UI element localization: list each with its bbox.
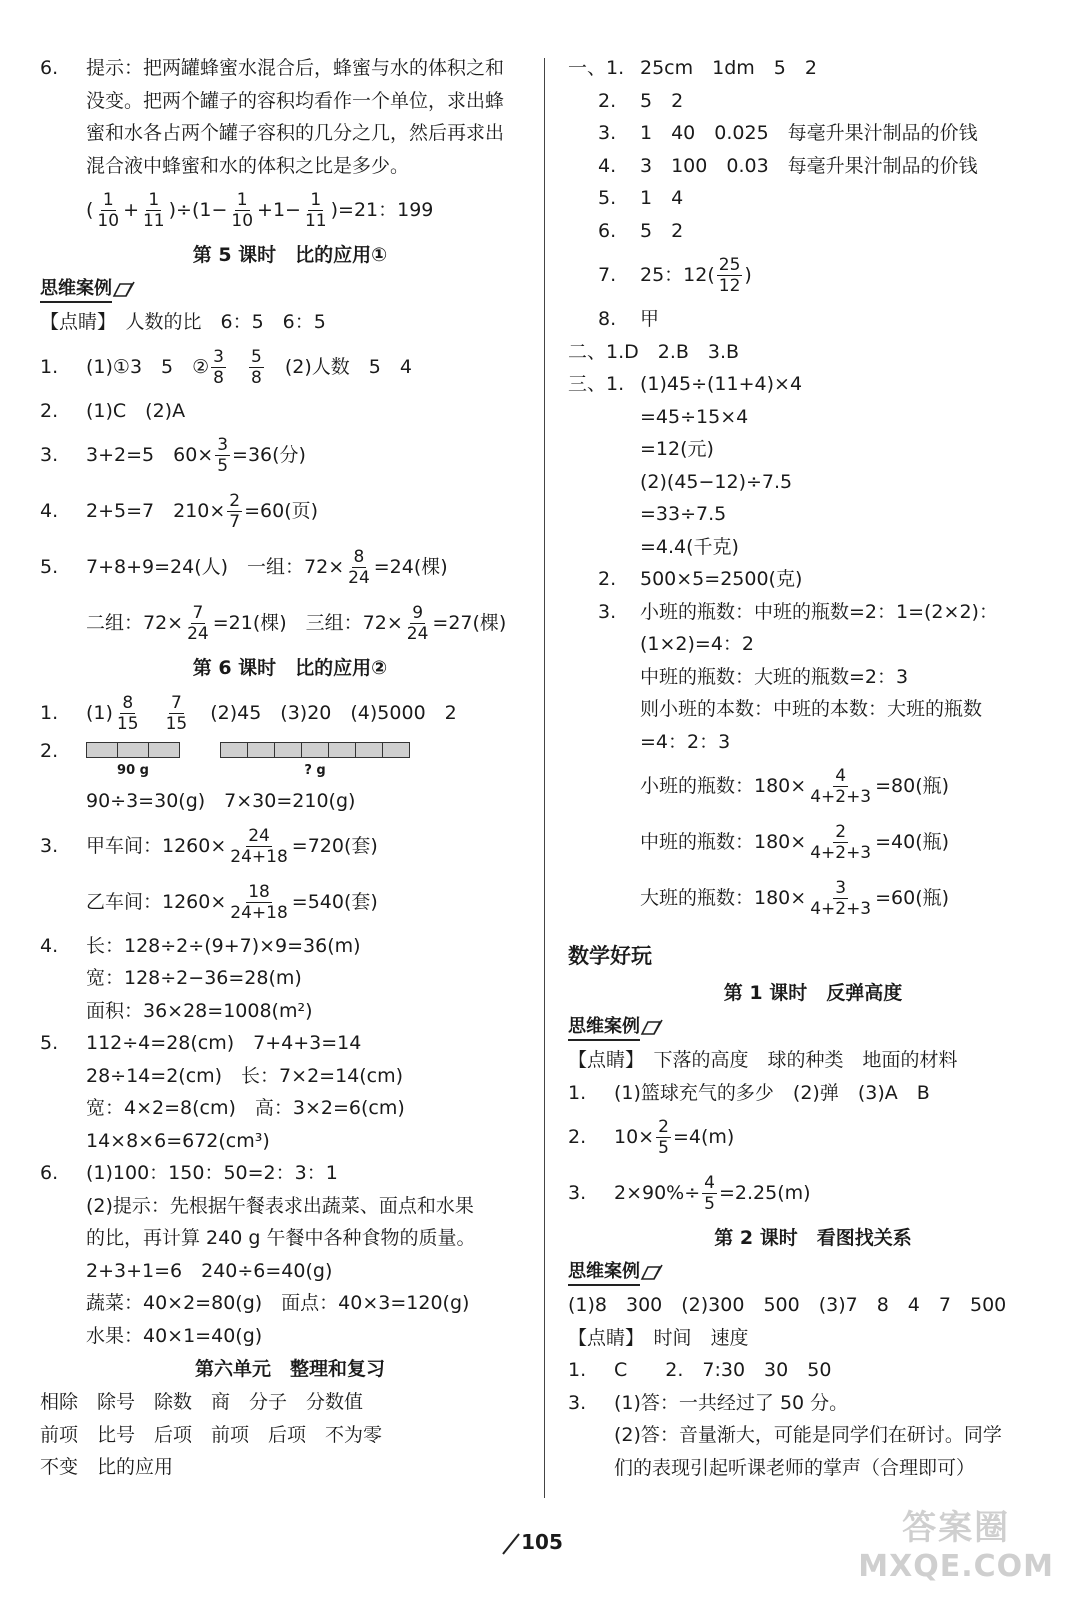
answer-row [40, 1157, 540, 1190]
answer-number: 3. [568, 1182, 587, 1204]
answer-text: 3+2=5 60× [86, 444, 214, 466]
answer-row [568, 182, 1058, 215]
answer-text: 长：128÷2÷(9+7)×9=36(m) [86, 934, 361, 957]
segment-bar-large [220, 741, 410, 781]
bar-label: ? g [304, 763, 326, 778]
answer-text: 5 2 [640, 219, 684, 242]
answer-row [568, 1077, 1058, 1110]
denominator: 24 [187, 624, 209, 644]
answer-text: 5 2 [640, 89, 684, 112]
answer-row [568, 596, 1058, 629]
q6-hint-line: 提示：把两罐蜂蜜水混合后，蜂蜜与水的体积之和 [86, 57, 505, 79]
answer-text: C 2. 7:30 30 50 [614, 1359, 832, 1381]
numerator: 3 [217, 435, 229, 455]
answer-row [568, 117, 1058, 150]
numerator: 8 [122, 693, 134, 713]
watermark [858, 1500, 1054, 1584]
section-title: 数学好玩 [568, 944, 652, 968]
denominator: 24 [406, 624, 429, 644]
numerator: 5 [251, 346, 262, 367]
fraction [141, 190, 167, 231]
answer-text: 112÷4=28(cm) 7+4+3=14 [86, 1032, 362, 1054]
answer-number: 2. [568, 1126, 587, 1148]
answer-text: ) [744, 264, 752, 286]
numerator: 1 [148, 190, 160, 210]
denominator: 10 [97, 211, 120, 231]
right-column [568, 52, 1058, 1484]
numerator: 1 [102, 190, 114, 210]
answer-text: 甲 [640, 308, 660, 330]
answer-number: 3. [568, 1391, 587, 1414]
thinking-case-header [568, 1010, 1058, 1044]
answer-row [40, 595, 540, 651]
fraction [702, 1173, 717, 1214]
thinking-case-header [568, 1255, 1058, 1289]
answer-text: (1)8 300 (2)300 500 (3)7 8 4 7 500 [568, 1294, 1007, 1316]
denominator: 4+2+3 [810, 787, 872, 807]
eq-text: )=21：199 [330, 199, 434, 221]
answer-row [40, 874, 540, 930]
answer-row [568, 303, 1058, 336]
answer-text: 小班的瓶数：中班的瓶数=2：1=(2×2)： [640, 600, 998, 623]
numerator: 24 [248, 825, 270, 846]
answer-number: 2. [598, 89, 617, 112]
numerator: 1 [236, 190, 248, 210]
answer-text: =33÷7.5 [640, 503, 727, 525]
numerator: 8 [353, 547, 365, 567]
answer-text: 的比，再计算 240 g 午餐中各种食物的质量。 [86, 1227, 476, 1249]
answer-number: 2. [40, 740, 59, 762]
answer-text: 宽：128÷2−36=28(m) [86, 967, 302, 989]
answer-number: 1. [40, 355, 59, 378]
answer-text: (1)①3 5 ② [86, 355, 210, 378]
answer-text: 们的表现引起听课老师的掌声（合理即可） [614, 1456, 976, 1479]
eq-text: ( [86, 199, 94, 221]
fraction [303, 190, 329, 231]
fraction [808, 822, 873, 863]
answer-text: (1) [86, 702, 113, 724]
watermark-line: 答案圈 [902, 1508, 1011, 1548]
answer-number: 1. [568, 1081, 587, 1104]
pen-icon [501, 1532, 521, 1556]
answer-text: 25cm 1dm 5 2 [640, 57, 817, 79]
answer-text: 2+3+1=6 240÷6=40(g) [86, 1259, 333, 1282]
answer-text: (2)45 (3)20 (4)5000 2 [191, 702, 457, 724]
answer-text: 不变 比的应用 [40, 1456, 174, 1478]
answer-text: =24(棵) [373, 556, 448, 578]
answer-text: =60(瓶) [875, 887, 950, 909]
answer-row [568, 52, 1058, 85]
denominator: 4+2+3 [810, 899, 872, 919]
answer-text: (1)篮球充气的多少 (2)弹 (3)A B [614, 1081, 930, 1104]
denominator: 8 [213, 367, 224, 388]
answer-text: =540(套) [291, 890, 378, 913]
answer-text: (1×2)=4：2 [640, 633, 755, 655]
numerator: 2 [229, 491, 241, 511]
answer-row [568, 150, 1058, 183]
answer-row [568, 215, 1058, 248]
answer-number: 2. [598, 568, 617, 590]
answer-text: 14×8×6=672(cm³) [86, 1129, 270, 1152]
answer-text: 中班的瓶数：180× [640, 831, 807, 853]
book-pen-icon [112, 278, 136, 300]
answer-number: 4. [40, 500, 59, 522]
answer-text: (2)人数 5 4 [265, 355, 412, 378]
answer-text: =720(套) [291, 834, 378, 857]
fraction [211, 347, 226, 388]
answer-row [40, 818, 540, 874]
fraction [95, 190, 121, 231]
fraction [215, 435, 230, 476]
eq-text: +1− [257, 199, 301, 221]
answer-number: 3. [40, 834, 59, 857]
fraction [717, 255, 743, 296]
answer-text: 二组：72× [86, 612, 184, 634]
answer-row [40, 1027, 540, 1060]
answer-row [40, 741, 540, 785]
answer-number: 3. [40, 444, 59, 466]
answer-row [40, 339, 540, 395]
answer-row [40, 930, 540, 963]
q6-hint-line: 混合液中蜂蜜和水的体积之比是多少。 [86, 154, 410, 177]
denominator: 15 [116, 714, 139, 734]
answer-text: 大班的瓶数：180× [640, 887, 807, 909]
answer-number: 5. [598, 187, 617, 209]
answer-number: 一、1. [568, 57, 625, 79]
fraction [808, 766, 873, 807]
answer-text: (1)答：一共经过了 50 分。 [614, 1391, 849, 1414]
numerator: 4 [835, 766, 847, 786]
fraction [164, 693, 190, 734]
answer-text: (1)45÷(11+4)×4 [640, 373, 803, 395]
answer-text: 2×90%÷ [614, 1182, 701, 1204]
answer-row [568, 85, 1058, 118]
case-label: 思维案例 [568, 1260, 640, 1286]
answer-text: 10× [614, 1126, 655, 1148]
denominator: 15 [165, 714, 188, 734]
denominator: 24+18 [230, 902, 288, 923]
numerator: 4 [704, 1173, 715, 1193]
fraction [808, 878, 873, 919]
denominator: 11 [304, 211, 327, 231]
answer-text: =27(棵) [432, 612, 507, 634]
answer-row [40, 395, 540, 428]
left-column [40, 52, 540, 1484]
fraction [346, 547, 372, 588]
answer-row [568, 1109, 1058, 1165]
denominator: 5 [658, 1138, 669, 1158]
answer-text: 1 4 [640, 187, 684, 209]
key-point: 【点睛】 人数的比 6：5 6：5 [40, 311, 326, 333]
answer-text: 25：12( [640, 264, 715, 286]
answer-text: 500×5=2500(克) [640, 568, 803, 590]
answer-text: 28÷14=2(cm) 长：7×2=14(cm) [86, 1064, 404, 1087]
answer-number: 3. [598, 600, 617, 623]
fraction [405, 603, 431, 644]
thinking-case-header [40, 272, 540, 306]
fraction [185, 603, 211, 644]
answer-text: 则小班的本数：中班的本数：大班的瓶数 [640, 698, 983, 720]
answer-number: 6. [598, 219, 617, 242]
fraction [656, 1117, 671, 1158]
book-pen-icon [640, 1261, 664, 1283]
column-divider [544, 58, 545, 1498]
answer-row [568, 814, 1058, 870]
answer-number: 2. [40, 399, 59, 422]
answer-number: 5. [40, 1032, 59, 1054]
answer-number: 3. [598, 122, 617, 144]
answer-text: =60(页) [244, 500, 319, 522]
book-pen-icon [640, 1016, 664, 1038]
numerator: 18 [248, 881, 270, 902]
numerator: 2 [658, 1117, 669, 1137]
answer-row [40, 483, 540, 539]
q6-equation [40, 182, 540, 238]
answer-row [568, 1165, 1058, 1221]
answer-text: 小班的瓶数：180× [640, 775, 807, 797]
answer-row [568, 247, 1058, 303]
answer-text: 面积：36×28=1008(m²) [86, 999, 313, 1022]
answer-text: 乙车间：1260× [86, 890, 227, 913]
key-point: 【点睛】 时间 速度 [568, 1326, 749, 1349]
denominator: 4+2+3 [810, 843, 872, 863]
numerator: 7 [192, 603, 204, 623]
answer-number: 4. [598, 154, 617, 177]
answer-text: 90÷3=30(g) 7×30=210(g) [86, 790, 356, 812]
denominator: 7 [229, 512, 241, 532]
answer-row [40, 427, 540, 483]
eq-text: )÷(1− [168, 199, 228, 221]
watermark-line: MXQE.COM [858, 1549, 1054, 1584]
bar-label: 90 g [117, 763, 149, 778]
answer-text: 水果：40×1=40(g) [86, 1324, 263, 1347]
answer-text: 中班的瓶数：大班的瓶数=2：3 [640, 665, 909, 688]
answer-text: =2.25(m) [719, 1182, 811, 1204]
answer-row [40, 685, 540, 741]
numerator: 1 [310, 190, 322, 210]
answer-text: (2)答：音量渐大，可能是同学们在研讨。同学 [614, 1424, 1002, 1446]
unit6-title: 第六单元 整理和复习 [194, 1358, 385, 1380]
denominator: 5 [217, 456, 229, 476]
answer-row [568, 1354, 1058, 1387]
numerator: 2 [835, 822, 847, 842]
lesson6-title: 第 6 课时 比的应用② [192, 657, 388, 679]
denominator: 5 [704, 1194, 715, 1214]
answer-text: =4(m) [672, 1126, 735, 1148]
denominator: 10 [231, 211, 254, 231]
eq-text: + [123, 199, 139, 221]
answer-number: 7. [598, 264, 617, 286]
fraction [228, 826, 290, 867]
numerator: 3 [835, 878, 847, 898]
answer-number: 5. [40, 556, 59, 578]
answer-text: 蔬菜：40×2=80(g) 面点：40×3=120(g) [86, 1292, 470, 1314]
key-point: 【点睛】 下落的高度 球的种类 地面的材料 [568, 1049, 958, 1071]
answer-text: =12(元) [640, 438, 714, 460]
answer-text: 甲车间：1260× [86, 834, 227, 857]
answer-row [568, 758, 1058, 814]
fraction [115, 693, 141, 734]
answer-text: 3 100 0.03 每毫升果汁制品的价钱 [640, 154, 978, 177]
numerator: 25 [718, 255, 741, 275]
case-label: 思维案例 [568, 1015, 640, 1041]
denominator: 11 [142, 211, 165, 231]
answer-row [568, 870, 1058, 926]
answer-text: 前项 比号 后项 前项 后项 不为零 [40, 1423, 383, 1446]
numerator: 7 [170, 693, 182, 713]
lesson5-title: 第 5 课时 比的应用① [192, 244, 388, 266]
answer-text: 7+8+9=24(人) 一组：72× [86, 556, 345, 578]
answer-number: 8. [598, 308, 617, 330]
segment-bar-small [86, 741, 180, 781]
answer-number: 1. [568, 1359, 587, 1381]
denominator: 24+18 [230, 846, 288, 867]
answer-text: (2)(45−12)÷7.5 [640, 470, 793, 493]
answer-number: 1. [40, 702, 59, 724]
numerator: 3 [213, 346, 224, 367]
answer-text: 1 40 0.025 每毫升果汁制品的价钱 [640, 122, 978, 144]
answer-text: =40(瓶) [875, 831, 950, 853]
page-number [492, 1530, 572, 1556]
fraction [228, 882, 290, 923]
fun-lesson2-title: 第 2 课时 看图找关系 [714, 1227, 912, 1249]
page-number-text: 105 [521, 1530, 563, 1554]
answer-text: (2)提示：先根据午餐表求出蔬菜、面点和水果 [86, 1194, 474, 1217]
q6-hint [40, 52, 540, 182]
denominator: 24 [348, 568, 370, 588]
answer-number: 三、1. [568, 373, 625, 395]
fraction [229, 190, 255, 231]
answer-row [568, 1387, 1058, 1420]
answer-row [568, 368, 1058, 401]
answer-number: 4. [40, 934, 59, 957]
answer-text: =45÷15×4 [640, 405, 749, 428]
answer-text: (1)100：150：50=2：3：1 [86, 1162, 338, 1184]
denominator: 12 [718, 276, 741, 296]
answer-text: 2+5=7 210× [86, 500, 226, 522]
q6-hint-line: 没变。把两个罐子的容积均看作一个单位，求出蜂 [86, 89, 505, 112]
answer-text: 宽：4×2=8(cm) 高：3×2=6(cm) [86, 1097, 405, 1119]
answer-row [568, 563, 1058, 596]
answer-number: 6. [40, 1162, 59, 1184]
fun-lesson1-title: 第 1 课时 反弹高度 [723, 982, 903, 1004]
case-label: 思维案例 [40, 277, 112, 303]
fraction [227, 491, 242, 532]
answer-text: =80(瓶) [875, 775, 950, 797]
answer-text: =36(分) [232, 444, 306, 466]
answer-text: =21(棵) 三组：72× [212, 612, 403, 634]
fraction [249, 347, 264, 388]
denominator: 8 [251, 367, 262, 388]
answer-text: =4.4(千克) [640, 535, 739, 558]
q6-hint-line: 蜜和水各占两个罐子容积的几分之几，然后再求出 [86, 122, 505, 144]
answer-text: (1)C (2)A [86, 399, 186, 422]
part2-answers: 二、1.D 2.B 3.B [568, 340, 740, 363]
answer-row [40, 539, 540, 595]
q6-number: 6. [40, 57, 59, 79]
numerator: 9 [412, 603, 424, 623]
answer-text: 相除 除号 除数 商 分子 分数值 [40, 1391, 364, 1413]
answer-text: =4：2：3 [640, 730, 731, 753]
